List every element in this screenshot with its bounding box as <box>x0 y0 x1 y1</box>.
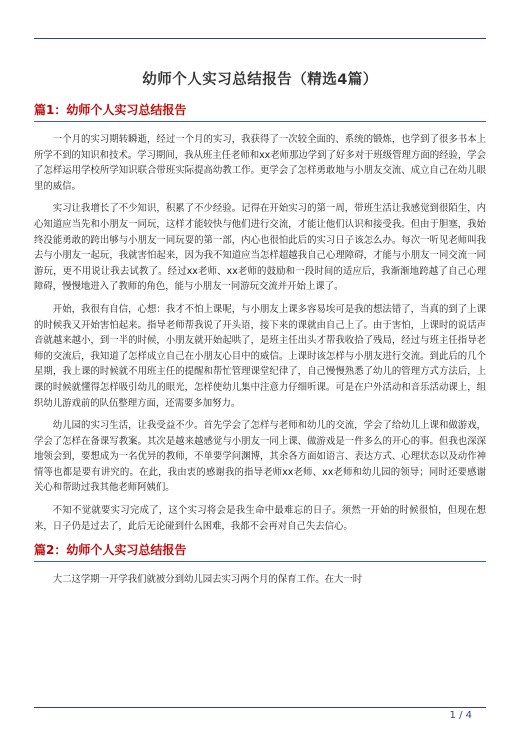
paragraph: 实习让我增长了不少知识，积累了不少经验。记得在开始实习的第一周，带班生活让我感觉到很陌生，内心知道应当先和小朋友一同玩，这样才能较快与他们进行交流，才能让他们认识和接受我。但由于胆塞，我始终没能勇敢的跨出够与小朋友一同玩耍的第一部，内心也很怕此后的实习日子该怎么办。每次一听见老师叫我去与小朋友一起玩，我就害怕起来，因为我不知道应当怎样超越我自己心理障碍，才能与小朋友一同交流一同游玩，更不用说让我去试教了。经过xx老师、xx老师的鼓励和一段时间的适应后，我渐渐地跨越了自己心理障碍，慢慢地进入了教师的角色，能与小朋友一同游玩交流并开始上课了。 <box>34 203 486 293</box>
paragraph: 大二这学期一开学我们就被分到幼儿园去实习两个月的保育工作。在大一时 <box>52 574 363 586</box>
paragraph: 开始，我很有自信，心想：我才不怕上课呢，与小朋友上课多容易埃可是我的想法错了，当真的到了上课的时候我又开始害怕起来。指导老师帮我说了开头语，接下来的课就由自己上了。由于害怕，上课时的说话声音就越来越小，到一半的时候，小朋友就开始起哄了，是班主任出头才帮我收拾了残局，经过与班主任指导老师的交流后，我知道了怎样成立自己在小朋友心目中的威信。上课时该怎样与小朋友进行交流。到此后的几个星期，我上课的时候就不用班主任的提醒和帮忙管理课堂纪律了，自己慢慢熟悉了幼儿的管理方式方法后，上课的时候就懂得怎样吸引幼儿的眼光，怎样使幼儿集中注意力仔细听课。可是在户外活动和音乐活动课上，组织幼儿游戏前的队伍整理方面，还需要多加努力。 <box>34 303 486 409</box>
section-2 <box>34 541 486 588</box>
paragraph: 幼儿园的实习生活，让我受益不少。首先学会了怎样与老师和幼儿的交流，学会了给幼儿上课和做游戏，学会了怎样在备课写教案。其次是越来越感觉与小朋友一同上课、做游戏是一件多么的开心的事。但我也深深地领会到，要想成为一名优异的教师，不单要学问渊博，其余各方面如语言、表达方式、心理状态以及动作神情等也都是要有讲究的。在此，我由衷的感谢我的指导老师xx老师、xx老师和幼儿园的领导；同时还要感谢关心和帮助过我其他老师阿姨们。 <box>34 420 486 494</box>
document-title: 幼师个人实习总结报告（精选4篇） <box>142 72 378 88</box>
header-rule <box>34 38 486 39</box>
paragraph: 一个月的实习期转瞬逝，经过一个月的实习，我获得了一次较全面的、系统的锻炼，也学到了很多书本上所学不到的知识和技术。学习期间，我从班主任老师和xx老师那边学到了好多对于班级管理方面的经验，学会了怎样运用学校所学知识联合带班实际提高幼教工作。更学会了怎样勇敢地与小朋友交流、成立自己在幼儿眼里的威信。 <box>34 134 486 192</box>
paragraph: 不知不觉就要实习完成了，这个实习将会是我生命中最难忘的日子。须然一开始的时候很怕，但现在想来，日子仍是过去了，此后无论碰到什么困难，我都不会再对自己失去信心。 <box>34 505 486 532</box>
document-body <box>34 60 486 595</box>
section-heading: 篇2：幼师个人实习总结报告 <box>34 541 486 562</box>
section-heading: 篇1：幼师个人实习总结报告 <box>34 101 486 122</box>
footer-rule <box>34 707 486 708</box>
page-number: 1 / 4 <box>449 710 472 721</box>
section-1 <box>34 101 486 534</box>
